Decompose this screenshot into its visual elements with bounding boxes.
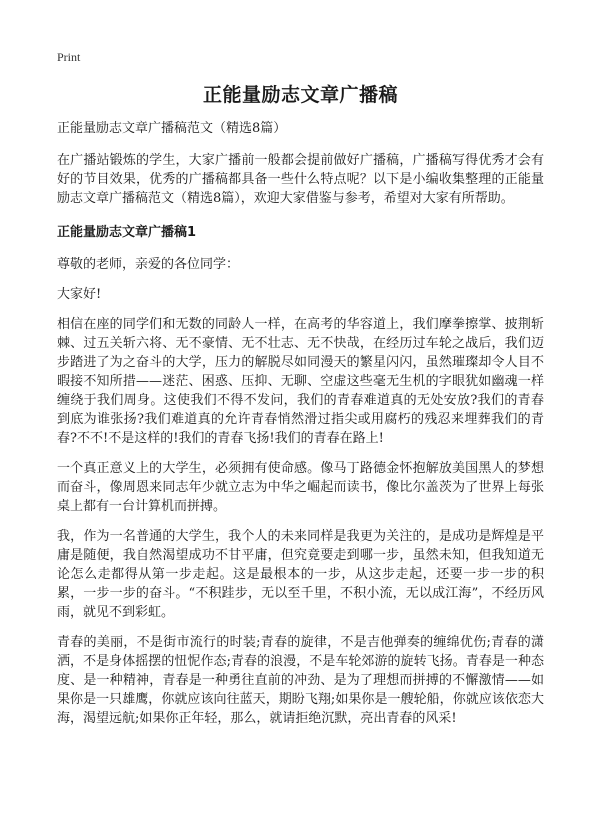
intro-paragraph: 在广播站锻炼的学生，大家广播前一般都会提前做好广播稿，广播稿写得优秀才会有好的节目效果，优秀的广播稿都具备一些什么特点呢？以下是小编收集整理的正能量励志文章广播稿范文（精选8篇），欢迎大家借鉴与参考，希望对大家有所帮助。: [57, 153, 544, 206]
body-paragraph: 我，作为一名普通的大学生，我个人的未来同样是我更为关注的，是成功是辉煌是平庸是随便，我自然渴望成功不甘平庸，但究竟要走到哪一步，虽然未知，但我知道无论怎么走都得从第一步走起。这是最根本的一步，从这步走起，还要一步一步的积累，一步一步的奋斗。“不积跬步，无以至千里，不积小流，无以成江海”，不经历风雨，就见不到彩虹。: [57, 529, 544, 620]
article-title: 正能量励志文章广播稿: [202, 84, 398, 106]
print-link[interactable]: Print: [57, 50, 81, 64]
article-subtitle: 正能量励志文章广播稿范文（精选8篇）: [57, 121, 287, 136]
body-paragraph: 相信在座的同学们和无数的同龄人一样，在高考的华容道上，我们摩拳擦掌、披荆斩棘、过五关斩六将、无不豪情、无不壮志、无不快哉，在经历过车轮之战后，我们迈步踏进了为之奋斗的大学，压力的解脱尽如同漫天的繁星闪闪，虽然璀璨却令人目不暇接不知所措——迷茫、困惑、压抑、无聊、空虚这些毫无生机的字眼犹如幽魂一样缠绕于我们周身。这使我们不得不发问，我们的青春难道真的无处安放?我们的青春到底为谁张扬?我们难道真的允许青春悄然滑过指尖或用腐朽的残忍来埋葬我们的青春?不不!不是这样的!我们的青春飞扬!我们的青春在路上!: [57, 317, 544, 446]
greeting-line: 尊敬的老师，亲爱的各位同学：: [57, 257, 240, 272]
greeting-line: 大家好!: [57, 287, 102, 302]
body-paragraph: 青春的美丽，不是街市流行的时装;青春的旋律，不是吉他弹奏的缠绵优伤;青春的潇洒，不是身体摇摆的忸怩作态;青春的浪漫，不是车轮郊游的旋转飞扬。青春是一种态度、是一种精神，青春是一种勇往直前的冲劲、是为了理想而拼搏的不懈激情——如果你是一只雄鹰，你就应该向往蓝天，期盼飞翔;如果你是一艘轮船，你就应该依恋大海，渴望远航;如果你正年轻，那么，就请拒绝沉默，亮出青春的风采!: [57, 635, 544, 726]
section-heading: 正能量励志文章广播稿1: [57, 225, 197, 240]
body-paragraph: 一个真正意义上的大学生，必须拥有使命感。像马丁路德金怀抱解放美国黑人的梦想而奋斗，像周恩来同志年少就立志为中华之崛起而读书，像比尔盖茨为了世界上每张桌上都有一台计算机而拼搏。: [57, 461, 544, 514]
